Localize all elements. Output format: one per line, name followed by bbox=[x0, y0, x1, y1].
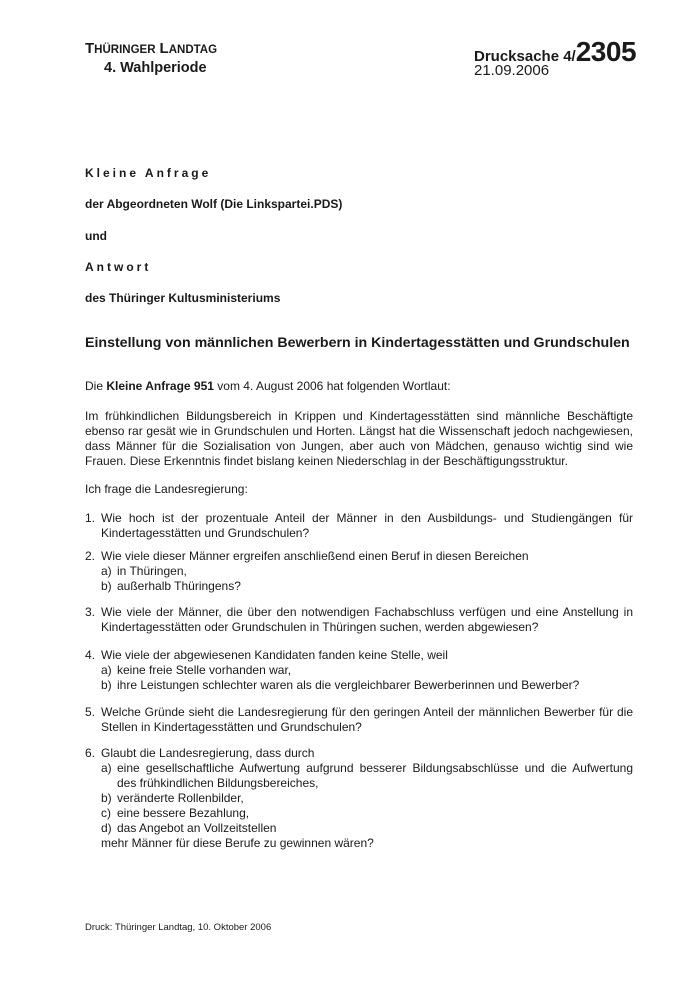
sub-item-letter: b) bbox=[101, 579, 112, 593]
sub-item-letter: a) bbox=[101, 564, 112, 578]
institution-initial-t: T bbox=[85, 40, 95, 57]
sub-item-letter: d) bbox=[101, 821, 112, 835]
sub-item-letter: b) bbox=[101, 678, 112, 692]
ask-line: Ich frage die Landesregierung: bbox=[85, 482, 248, 496]
document-title: Einstellung von männlichen Bewerbern in Kindertagesstätten und Grundschulen bbox=[85, 335, 630, 351]
question-6 bbox=[85, 746, 633, 851]
sub-item-text: veränderte Rollenbilder, bbox=[117, 791, 244, 805]
heading-abgeordnete: der Abgeordneten Wolf (Die Linkspartei.PDS) bbox=[85, 197, 343, 211]
sub-item-letter: c) bbox=[101, 806, 111, 820]
question-number: 4. bbox=[85, 648, 96, 662]
question-text: Glaubt die Landesregierung, dass durch bbox=[101, 746, 315, 760]
anfrage-prefix: Die bbox=[85, 379, 107, 393]
sub-item-text: eine gesellschaftliche Aufwertung aufgrund besserer Bildungsabschlüsse und die Aufwertung des frühkindlichen Bildungsbereiches, bbox=[117, 761, 633, 790]
print-footer: Druck: Thüringer Landtag, 10. Oktober 2006 bbox=[85, 922, 272, 933]
question-text: Wie viele der abgewiesenen Kandidaten fanden keine Stelle, weil bbox=[101, 648, 448, 662]
question-5 bbox=[85, 705, 633, 735]
document-date: 21.09.2006 bbox=[474, 62, 550, 79]
anfrage-suffix: vom 4. August 2006 hat folgenden Wortlaut: bbox=[213, 379, 451, 393]
institution-name bbox=[85, 40, 217, 59]
drucksache-id: 2305 bbox=[575, 36, 637, 67]
question-1 bbox=[85, 511, 633, 541]
anfrage-number: Kleine Anfrage 951 bbox=[106, 379, 214, 393]
question-number: 1. bbox=[85, 511, 96, 525]
drucksache-label: Drucksache 4/ bbox=[474, 48, 576, 65]
question-number: 2. bbox=[85, 549, 96, 563]
institution-initial-l: L bbox=[159, 40, 169, 57]
sub-item-text: keine freie Stelle vorhanden war, bbox=[117, 663, 292, 677]
sub-item-text: außerhalb Thüringens? bbox=[117, 579, 241, 593]
sub-item-text: in Thüringen, bbox=[117, 564, 187, 578]
heading-ministerium: des Thüringer Kultusministeriums bbox=[85, 291, 281, 305]
sub-item-letter: a) bbox=[101, 663, 112, 677]
sub-item-letter: b) bbox=[101, 791, 112, 805]
heading-kleine-anfrage: Kleine Anfrage bbox=[85, 166, 212, 180]
question-text: Wie viele der Männer, die über den notwendigen Fachabschluss verfügen und eine Anstellung in Kindertagesstätten oder Grundschulen in Thüringen suchen, werden abgewiesen? bbox=[101, 605, 633, 634]
anfrage-intro-line bbox=[85, 379, 633, 394]
heading-antwort: Antwort bbox=[85, 260, 152, 274]
sub-item-text: ihre Leistungen schlechter waren als die vergleichbarer Bewerberinnen und Bewerber? bbox=[117, 678, 580, 692]
question-text: Wie viele dieser Männer ergreifen anschließend einen Beruf in diesen Bereichen bbox=[101, 549, 529, 563]
question-3 bbox=[85, 605, 633, 635]
sub-item-text: eine bessere Bezahlung, bbox=[117, 806, 250, 820]
institution-word-1: HÜRINGER bbox=[94, 44, 156, 56]
question-number: 3. bbox=[85, 605, 96, 619]
sub-item-letter: a) bbox=[101, 761, 112, 775]
sub-item-text: das Angebot an Vollzeitstellen bbox=[117, 821, 277, 835]
institution-word-2: ANDTAG bbox=[168, 44, 218, 56]
heading-und: und bbox=[85, 229, 107, 243]
question-continuation: mehr Männer für diese Berufe zu gewinnen wären? bbox=[101, 836, 374, 850]
body-paragraph: Im frühkindlichen Bildungsbereich in Krippen und Kindertagesstätten sind männliche Beschäftigte ebenso rar gesät wie in Grundschulen und Horten. Längst hat die Wissenschaft jedoch nachgewiesen, dass Männer für die Sozialisation von Jungen, aber auch von Mädchen, genauso wichtig sind wie Frauen. Diese Erkenntnis findet bislang keinen Niederschlag in der Beschäftigungsstruktur. bbox=[85, 409, 633, 468]
question-text: Wie hoch ist der prozentuale Anteil der Männer in den Ausbildungs- und Studiengängen für Kindertagesstätten und Grundschulen? bbox=[101, 511, 633, 540]
question-text: Welche Gründe sieht die Landesregierung für den geringen Anteil der männlichen Bewerber für die Stellen in Kindertagesstätten und Grundschulen? bbox=[101, 705, 633, 734]
question-2 bbox=[85, 549, 633, 594]
question-number: 5. bbox=[85, 705, 96, 719]
question-number: 6. bbox=[85, 746, 96, 760]
legislative-period: 4. Wahlperiode bbox=[104, 60, 207, 76]
question-4 bbox=[85, 648, 633, 693]
